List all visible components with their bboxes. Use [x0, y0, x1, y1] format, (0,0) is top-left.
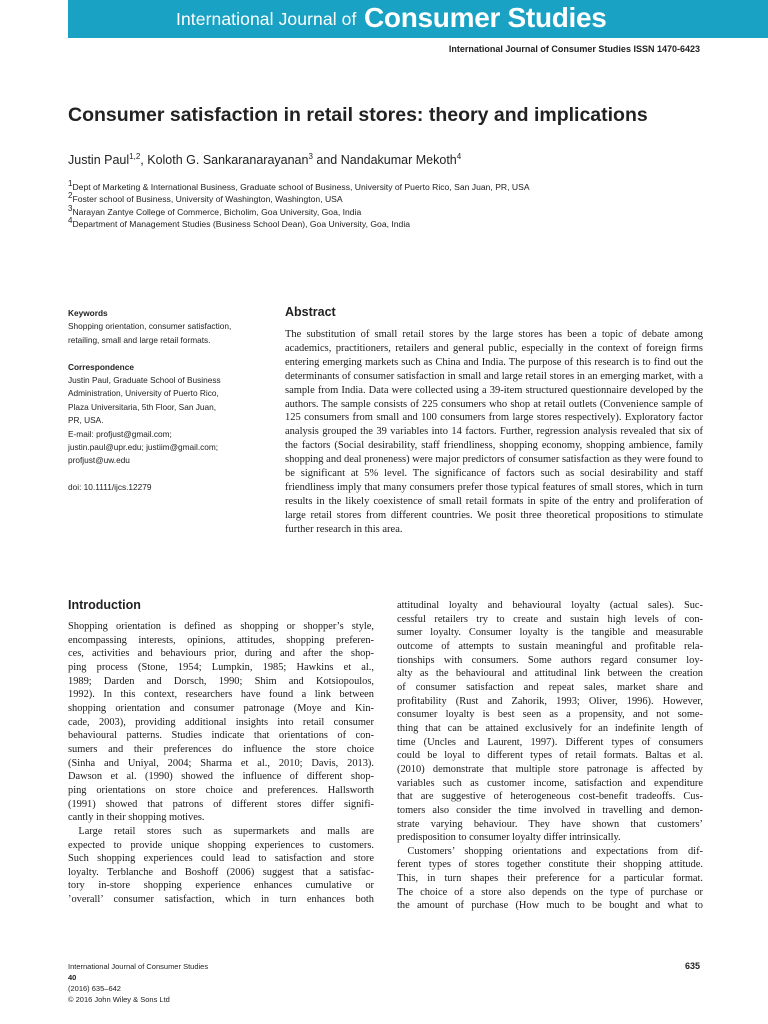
footer-copyright: © 2016 John Wiley & Sons Ltd: [68, 995, 170, 1004]
author-superscript: 3: [308, 151, 313, 161]
body-text-line: of consumer satisfaction and repeat sales, market share and: [397, 681, 703, 693]
affiliation-number: 4: [68, 216, 73, 226]
body-text-line: sumers and their preferences do influence the store choice: [68, 743, 374, 755]
body-text-line: that are suggestive of heterogeneous cost-benefit tradeoffs. Cus-: [397, 791, 703, 803]
affiliation-text: Department of Management Studies (Business School Dean), Goa University, Goa, India: [72, 219, 411, 230]
affiliation-text: Dept of Marketing & International Business, Graduate school of Business, University of Puerto Rico, San Juan, PR, USA: [72, 182, 530, 192]
affiliation-number: 2: [68, 191, 73, 201]
body-text-line: tionships with consumers. Some authors regard consumer loy-: [397, 654, 703, 666]
keywords-line: Shopping orientation, consumer satisfaction,: [68, 321, 232, 332]
body-text-line: time (Uncles and Laurent, 1997). Different types of consumers: [397, 736, 703, 748]
abstract-text: The substitution of small retail stores by the large stores has been a topic of debate among academics, practitioners, retailers and general public, especially in the context of foreign firms entering emerging markets such as China and India. The purpose of this research is to find out the determinants of consumer satisfaction in small and large retail stores in an emerging market, with a sample from India. Data were collected using a 39-item structured questionnaire developed by the authors. The sample consists of 225 consumers who shop at retail outlets (Convenience sample of 125 consumers from small and 100 consumers from large stores respectively). Exploratory factor analysis grouped the 39 variables into 14 factors. Further, regression analysis revealed that six of the factors (Social desirability, staff friendliness, shopping economy, shopping ambience, family shopping and deal proneness) were major predictors of consumer satisfaction as they were found to be significant at 5% level. The significance of factors such as social desirability and staff friendliness imply that many consumers prefer those typical features of small stores, which in turn results in the likely coexistence of small retail formats in spite of the entry and proliferation of large retail stores from different countries. We posit three theoretical propositions to stimulate further research in this area.: [285, 329, 703, 535]
body-text-line: strate varying behaviour. They have shown that customers’: [397, 818, 703, 830]
body-text-line: Customers’ shopping orientations and expectations from dif-: [397, 845, 703, 857]
author-name: Nandakumar Mekoth: [340, 153, 457, 167]
body-text-line: 1989; Darden and Dorsch, 1990; Shim and Kotsiopoulos,: [68, 675, 374, 687]
body-text-line: ces, activities and behaviours prior, during and after the shop-: [68, 648, 374, 660]
footer-journal-name: International Journal of Consumer Studies: [68, 962, 209, 971]
body-text-line: behavioural patterns. Studies indicate that orientations of con-: [68, 730, 374, 742]
author-separator: and: [312, 153, 341, 167]
introduction-right-column: [397, 599, 703, 913]
footer-pages: (2016) 635–642: [68, 984, 121, 993]
issn-line: International Journal of Consumer Studies ISSN 1470-6423: [448, 44, 700, 54]
body-text-line: (1991) showed that patrons of different stores differ signifi-: [68, 798, 374, 810]
body-text-line: Shopping orientation is defined as shopping or shopper’s style,: [68, 621, 374, 632]
correspondence-line: PR, USA.: [68, 415, 104, 426]
doi-link[interactable]: doi: 10.1111/ijcs.12279: [68, 482, 152, 493]
body-text-line: shopping orientation and consumer patronage (Moye and Kin-: [68, 702, 374, 714]
affiliation-item: [68, 193, 708, 205]
body-text-line: (Sinha and Uniyal, 2004; Sharma et al., 2010; Davis, 2013).: [68, 757, 374, 769]
page-number: 635: [684, 961, 700, 971]
body-text-line: attitudinal loyalty and behavioural loyalty (actual sales). Suc-: [397, 600, 703, 611]
body-text-line: Such shopping experiences could lead to satisfaction and store: [68, 853, 374, 865]
body-text-line: predisposition to consumer loyalty differ intrinsically.: [397, 832, 621, 844]
body-text-line: loyalty. Terblanche and Boshoff (2006) suggest that a satisfac-: [68, 866, 374, 878]
affiliations: [68, 181, 708, 231]
affiliation-number: 3: [68, 203, 73, 213]
sidebar-spacer: [68, 468, 268, 481]
body-text-line: profitability (Rust and Zahorik, 1993; Oliver, 1996). However,: [397, 695, 703, 707]
body-text-line: cantly in their shopping motives.: [68, 812, 205, 824]
body-text-line: 1992). In this context, researchers have found a link between: [68, 689, 374, 701]
article-sidebar: [68, 307, 268, 495]
body-text-line: tory in-store shopping experience enhances cumulative or: [68, 880, 374, 892]
body-text-line: ’overall’ consumer satisfaction, which in turn enhances both: [68, 894, 374, 906]
keywords-line: retailing, small and large retail formats.: [68, 334, 211, 345]
correspondence-line: Plaza Universitaria, 5th Floor, San Juan,: [68, 401, 217, 412]
correspondence-email-line: profjust@uw.edu: [68, 455, 130, 466]
keywords-label: Keywords: [68, 308, 108, 318]
author-list: [68, 153, 688, 167]
body-text-line: ping process (Stone, 1954; Lumpkin, 1985; Hawkins et al.,: [68, 661, 374, 673]
affiliation-item: [68, 218, 708, 230]
correspondence-email-line: justin.paul@upr.edu; justiim@gmail.com;: [68, 442, 219, 453]
body-text-line: the amount of purchase (How much to be bought and what to: [397, 900, 703, 912]
body-text-line: expected to provide unique shopping experiences to customers.: [68, 839, 374, 851]
body-text-line: outcome of attempts to sustain meaningful and profitable rela-: [397, 640, 703, 652]
body-text-line: alty as the behavioural and attitudinal link between the creation: [397, 668, 703, 680]
page-footer: [68, 961, 208, 1005]
body-text-line: (2010) demonstrate that multiple store patronage is affected by: [397, 763, 703, 775]
author-name: Justin Paul: [68, 153, 130, 167]
body-text-line: ping orientations on store choice and preferences. Hallsworth: [68, 784, 374, 796]
body-text-line: could be loyal to different types of retail formats. Baltas et al.: [397, 750, 703, 762]
abstract-heading: Abstract: [285, 305, 336, 319]
footer-volume: 40: [68, 973, 77, 982]
body-text-line: cade, 2003), providing additional insights into retail consumer: [68, 716, 374, 728]
affiliation-text: Narayan Zantye College of Commerce, Bicholim, Goa University, Goa, India: [72, 206, 362, 217]
body-text-line: Dawson et al. (1990) showed the influence of different shop-: [68, 771, 374, 783]
author-superscript: 1,2: [129, 151, 141, 161]
body-text-line: sumer loyalty. Consumer loyalty is the tangible and measurable: [397, 627, 703, 639]
introduction-left-column: [68, 620, 374, 907]
correspondence-line: Administration, University of Puerto Rico,: [68, 388, 219, 399]
author-name: Koloth G. Sankaranarayanan: [147, 153, 309, 167]
body-text-line: cessful retailers try to create and sustain high levels of con-: [397, 613, 703, 625]
body-text-line: thing that can be attained exclusively for an indefinite length of: [397, 722, 703, 734]
body-text-line: The choice of a store also depends on the type of purchase or: [397, 886, 703, 898]
correspondence-line: Justin Paul, Graduate School of Business: [68, 375, 221, 386]
author-superscript: 4: [456, 151, 462, 161]
article-title: Consumer satisfaction in retail stores: theory and implications: [68, 104, 648, 126]
affiliation-text: Foster school of Business, University of Washington, Washington, USA: [72, 194, 343, 205]
body-text-line: ferent types of stores together constitute their shopping attitude.: [397, 859, 703, 871]
affiliation-number: 1: [68, 179, 73, 189]
journal-banner: [68, 0, 768, 38]
sidebar-spacer: [68, 347, 268, 360]
banner-journal-prefix: International Journal of: [176, 9, 357, 29]
banner-journal-name: Consumer Studies: [364, 2, 607, 33]
correspondence-email-line: E-mail: profjust@gmail.com;: [68, 428, 172, 439]
footer-citation: [68, 961, 208, 994]
affiliation-item: [68, 181, 708, 193]
body-text-line: This, in turn shapes their preference for a particular format.: [397, 873, 703, 885]
body-text-line: Large retail stores such as supermarkets and malls are: [68, 825, 374, 837]
body-text-line: variables such as customer income, satisfaction and expenditure: [397, 777, 703, 789]
introduction-heading: Introduction: [68, 598, 141, 612]
author-separator: ,: [140, 153, 148, 167]
body-text-line: encompassing interests, opinions, attitudes, shopping preferen-: [68, 634, 374, 646]
body-text-line: consumer loyalty is best seen as a propensity, and not some-: [397, 709, 703, 721]
body-text-line: tomers also consider the time involved in travelling and demon-: [397, 804, 703, 816]
correspondence-label: Correspondence: [68, 361, 134, 372]
affiliation-item: [68, 203, 708, 218]
